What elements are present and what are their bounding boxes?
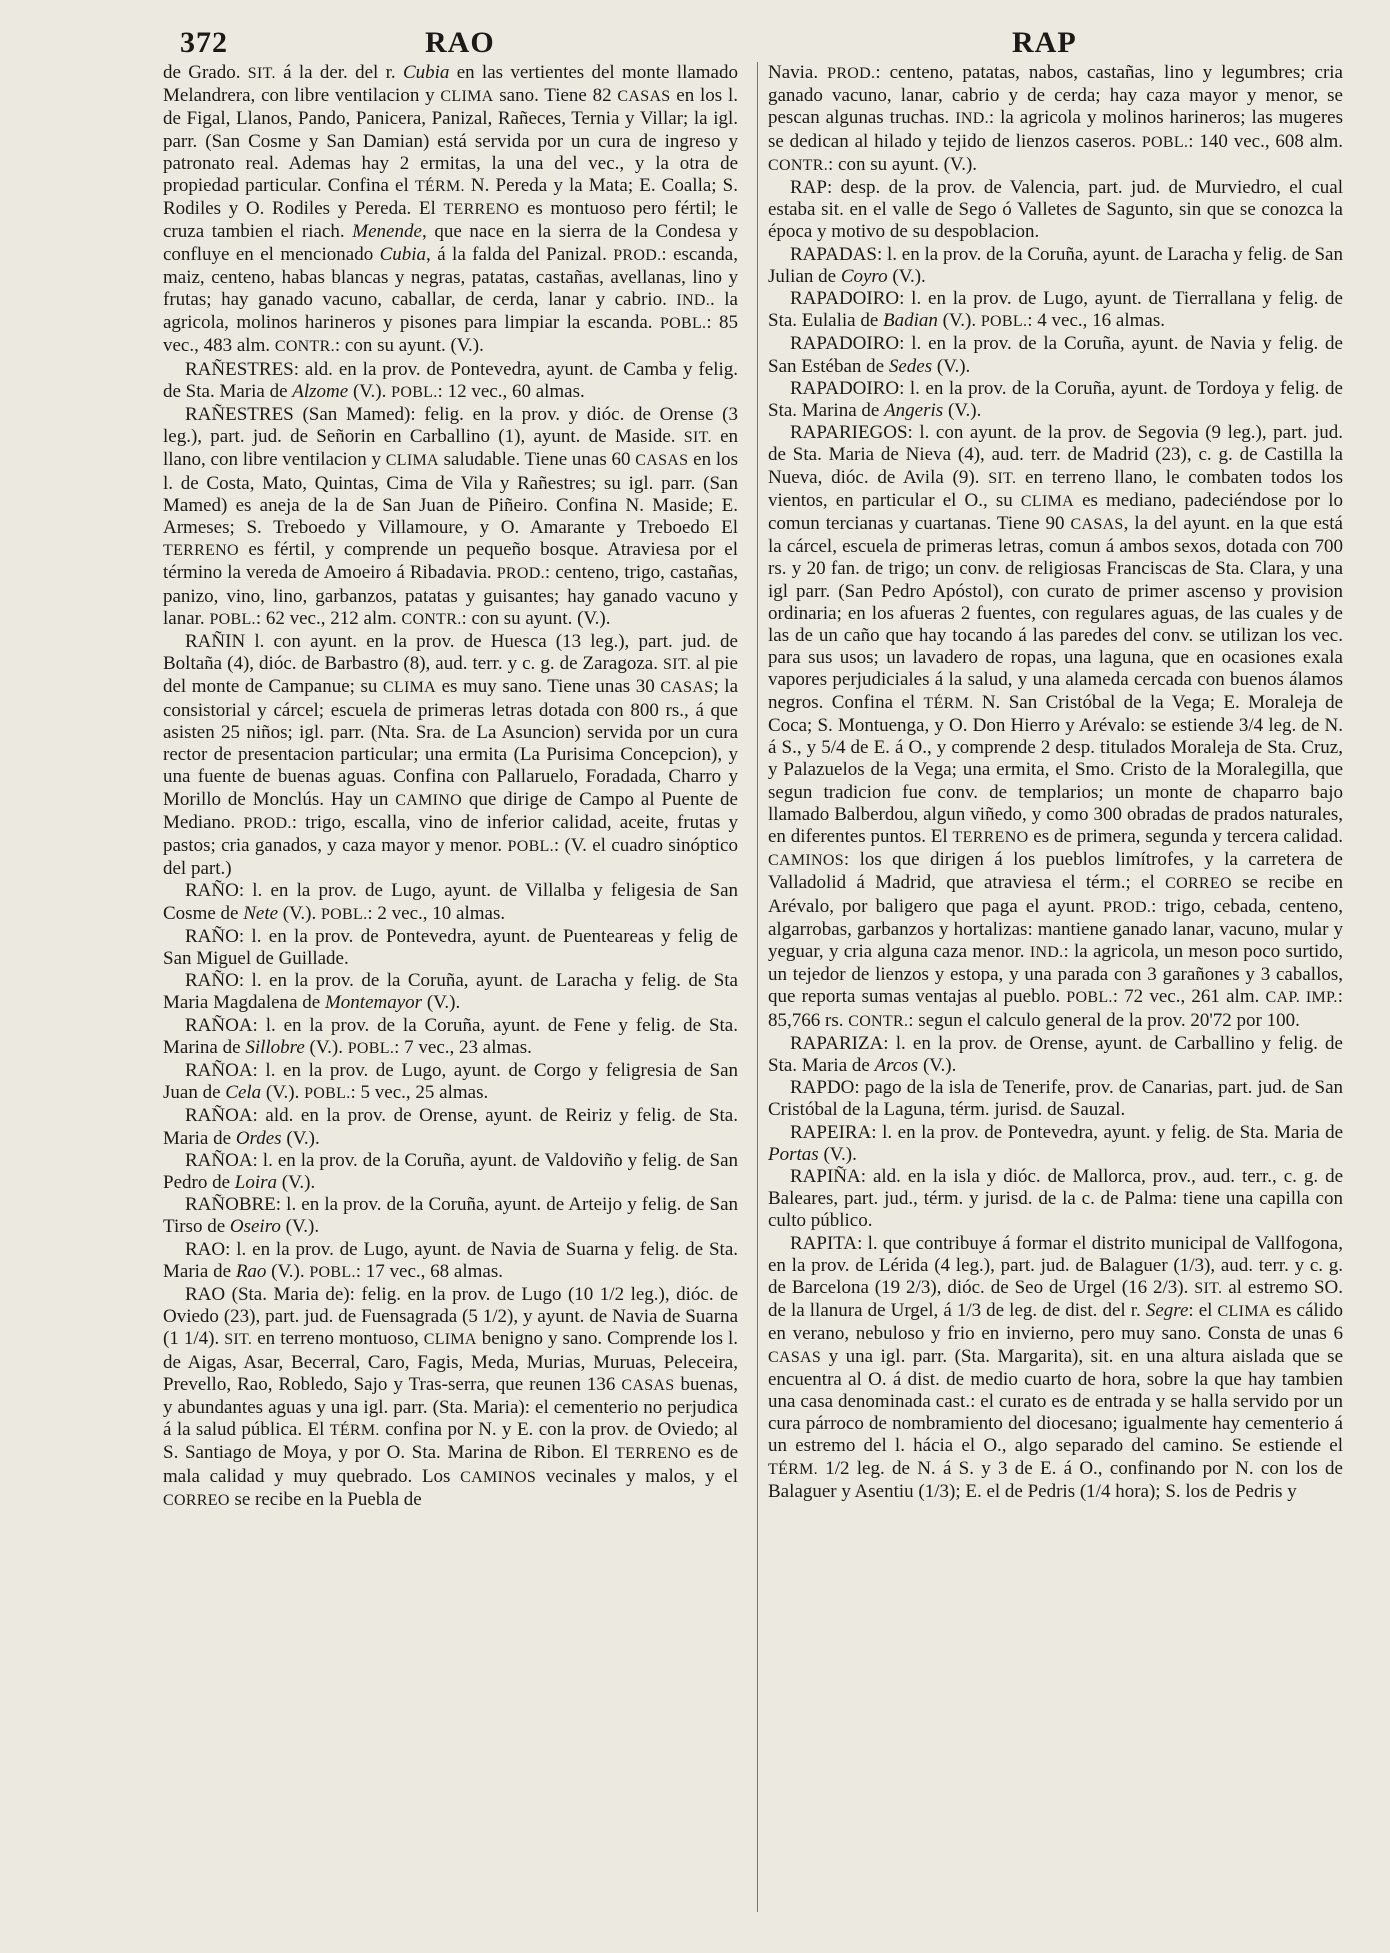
- entry-abbreviation: CONTR.: [401, 610, 462, 628]
- entry-text: es cálido en verano, nebuloso y frio en invierno, pero muy sano. Consta de unas 6: [768, 1300, 1343, 1345]
- dictionary-entry: [768, 1122, 1343, 1166]
- entry-text: RAÑIN l. con ayunt. en la prov. de Huesca (13 leg.), part. jud. de Boltaña (4), dióc. de Barbastro (8), aud. terr. y c. g. de Zaragoza.: [163, 631, 738, 675]
- left-running-head: RAO: [425, 26, 495, 59]
- entry-abbreviation: TÉRM.: [923, 694, 974, 712]
- entry-text: al pie del monte de Campanue; su: [163, 653, 738, 698]
- entry-abbreviation: POBL.: [391, 383, 438, 401]
- dictionary-entry: [163, 1239, 738, 1284]
- entry-text: : 7 vec., 23 almas.: [394, 1036, 532, 1058]
- entry-text: en las vertientes del monte llamado Melandrera, con libre ventilacion y: [163, 62, 738, 107]
- entry-text: Navia.: [768, 62, 828, 83]
- entry-text: (V.).: [887, 265, 926, 287]
- entry-text: RAPARIZA: l. en la prov. de Orense, ayunt. de Carballino y felig. de Sta. Maria de: [768, 1032, 1343, 1076]
- dictionary-entry: [768, 1233, 1343, 1503]
- entry-text: RAPADAS: l. en la prov. de la Coruña, ayunt. de Laracha y felig. de San Julian de: [768, 243, 1343, 287]
- dictionary-entry: [163, 880, 738, 925]
- dictionary-entry: [768, 422, 1343, 1032]
- entry-text: es fértil, y comprende un pequeño bosque. Atraviesa por el término la vereda de Amoeiro á Ribadavia.: [163, 539, 738, 584]
- entry-text: es de mala calidad y muy quebrado. Los: [163, 1442, 738, 1487]
- entry-text: RAPADOIRO: l. en la prov. de Lugo, ayunt. de Tierrallana y felig. de Sta. Eulalia de: [768, 288, 1343, 332]
- entry-text: : 140 vec., 608 alm.: [1188, 130, 1343, 152]
- dictionary-entry: [768, 333, 1343, 377]
- entry-text: (V.).: [280, 1216, 320, 1238]
- entry-text: se recibe en Arévalo, por baligero que paga el ayunt.: [768, 872, 1343, 917]
- entry-text: RAPDO: pago de la isla de Tenerife, prov. de Canarias, part. jud. de San Cristóbal de la Laguna, térm. jurisd. de Sauzal.: [768, 1077, 1343, 1121]
- entry-text: (V.).: [281, 1127, 320, 1149]
- entry-abbreviation: PROD.: [827, 65, 876, 82]
- entry-text: (V.).: [937, 310, 981, 332]
- entry-text: . la agricola, molinos harineros y pisones para limpiar la escanda.: [163, 289, 738, 334]
- entry-text: RAPADOIRO: l. en la prov. de la Coruña, ayunt. de Navia y felig. de San Estéban de: [768, 333, 1343, 377]
- dictionary-entry: [163, 1015, 738, 1060]
- entry-text: (V.).: [818, 1143, 857, 1165]
- dictionary-entry: [768, 1166, 1343, 1233]
- dictionary-entry: [163, 1194, 738, 1238]
- entry-abbreviation: SIT.: [988, 469, 1017, 487]
- entry-text: es mediano, padeciéndose por lo comun tercianas y cuartanas. Tiene 90: [768, 489, 1344, 535]
- entry-text: : con su ayunt. (V.).: [828, 153, 978, 175]
- entry-text: : 85,766 rs.: [768, 986, 1343, 1031]
- entry-abbreviation: POBL.: [347, 1039, 395, 1057]
- entry-text: , que nace en la sierra de la Condesa y confluye en el mencionado: [163, 221, 739, 265]
- entry-text: (V.).: [918, 1054, 957, 1076]
- entry-text: RAP: desp. de la prov. de Valencia, part. jud. de Murviedro, el cual estaba sit. en el valle de Sego ó Valletes de Sagunto, sin que se conozca la época y motivo de su despoblacion.: [768, 177, 1343, 243]
- entry-italic-term: Montemayor: [324, 992, 423, 1014]
- entry-italic-term: Sillobre: [245, 1036, 305, 1058]
- entry-text: en los l. de Figal, Llanos, Pando, Panicera, Panizal, Rañeces, Ternia y Villar; la igl. parr. (San Cosme y San Damian) está servida por un cura de ingreso y patronato real. Ademas hay 2 ermitas, la una del vec., y la otra de propiedad particular. Confina el: [163, 85, 738, 197]
- entry-text: RAÑOA: ald. en la prov. de Orense, ayunt. de Reiriz y felig. de Sta. Maria de: [163, 1105, 738, 1149]
- entry-text: RAÑO: l. en la prov. de Lugo, ayunt. de Villalba y feligesia de San Cosme de: [163, 880, 738, 924]
- entry-abbreviation: CASAS: [660, 679, 714, 697]
- entry-text: RAÑOBRE: l. en la prov. de la Coruña, ayunt. de Arteijo y felig. de San Tirso de: [163, 1194, 738, 1238]
- entry-abbreviation: CASAS: [768, 1348, 822, 1366]
- entry-text: : el: [1188, 1300, 1218, 1322]
- entry-text: que dirige de Campo al Puente de Mediano.: [163, 788, 738, 833]
- entry-text: RAÑO: l. en la prov. de la Coruña, ayunt. de Laracha y felig. de Sta Maria Magdalena de: [163, 970, 738, 1014]
- entry-abbreviation: TÉRM.: [768, 1460, 818, 1478]
- entry-text: N. Pereda y la Mata; E. Coalla; S. Rodiles y O. Rodiles y Pereda. El: [163, 175, 738, 220]
- entry-abbreviation: POBL.: [209, 610, 256, 628]
- entry-text: RAO (Sta. Maria de): felig. en la prov. de Lugo (10 1/2 leg.), dióc. de Oviedo (23), part. jud. de Fuensagrada (5 1/2), y ayunt. de Navia de Suarna (1 1/4).: [163, 1283, 738, 1350]
- entry-abbreviation: TERRENO: [163, 542, 239, 560]
- entry-text: (V.).: [943, 400, 982, 422]
- entry-text: (V.).: [422, 992, 461, 1014]
- entry-text: RAÑOA: l. en la prov. de la Coruña, ayunt. de Valdoviño y felig. de San Pedro de: [163, 1149, 738, 1193]
- entry-italic-term: Cubia: [379, 243, 427, 265]
- entry-italic-term: Oseiro: [229, 1216, 281, 1238]
- dictionary-entry: [768, 62, 1343, 177]
- entry-abbreviation: PROD.: [243, 814, 292, 832]
- entry-italic-term: Badian: [883, 310, 938, 332]
- entry-abbreviation: CORREO: [163, 1491, 230, 1509]
- entry-abbreviation: PROD.: [496, 565, 545, 583]
- dictionary-entry: [163, 404, 738, 631]
- dictionary-entry: [163, 970, 738, 1014]
- entry-text: : con su ayunt. (V.).: [461, 607, 611, 629]
- entry-text: : 62 vec., 212 alm.: [255, 607, 402, 629]
- entry-text: y una igl. parr. (Sta. Margarita), sit. en una altura aislada que se encuentra al O. á dist. de medio cuarto de hora, sobre la que hay tambien una casa denominada cast.: el curato es de entrada y se halla servido por un cura párroco de nombramiento del diocesano; igualmente hay cementerio á un estremo del l. hácia el O., algo separado del camino. Se estiende el: [768, 1345, 1343, 1457]
- entry-text: N. San Cristóbal de la Vega; E. Moraleja de Coca; S. Montuenga, y O. Don Hierro y Arévalo: se estiende 3/4 leg. de N. á S., y 5/4 de E. á O., y comprende 2 desp. titulados Moraleja de Sta. Cruz, y Palazuelos de la Vega; una ermita, el Smo. Cristo de la Moralegilla, que segun tradicion fue conv. de templarios; un monte de chaparro bajo llamado Balberdou, algun viñedo, y como 300 obradas de prados naturales, en diferentes puntos. El: [768, 691, 1343, 847]
- entry-text: : escanda, maiz, centeno, habas blancas y negras, patatas, castañas, avellanas, lino y frutas; hay ganado vacuno, caballar, de cerda, lanar y cabrio.: [163, 243, 738, 311]
- entry-text: es montuoso pero fértil; le cruza tambien el riach.: [163, 198, 738, 243]
- dictionary-entry: [768, 1077, 1343, 1121]
- entry-text: RAÑESTRES: ald. en la prov. de Pontevedra, ayunt. de Camba y felig. de Sta. Maria de: [163, 358, 738, 402]
- dictionary-entry: [768, 177, 1343, 244]
- entry-text: RAPEIRA: l. en la prov. de Pontevedra, ayunt. y felig. de Sta. Maria de: [790, 1121, 1343, 1143]
- dictionary-entry: [163, 62, 738, 359]
- entry-abbreviation: CONTR.: [274, 338, 335, 356]
- entry-abbreviation: CAP. IMP.: [1265, 989, 1338, 1007]
- right-column: [768, 62, 1343, 1503]
- entry-text: al estremo SO. de la llanura de Urgel, á 1/3 de leg. de dist. del r.: [768, 1276, 1343, 1322]
- entry-abbreviation: CAMINO: [395, 791, 462, 809]
- entry-abbreviation: CASAS: [617, 88, 671, 106]
- entry-italic-term: Nete: [243, 902, 279, 924]
- entry-text: (V.).: [278, 902, 321, 924]
- entry-abbreviation: POBL.: [304, 1085, 351, 1103]
- entry-abbreviation: TERRENO: [443, 201, 520, 219]
- entry-abbreviation: CLIMA: [423, 1331, 477, 1349]
- entry-text: (V.).: [348, 380, 392, 402]
- entry-text: RAÑOA: l. en la prov. de la Coruña, ayunt. de Fene y felig. de Sta. Marina de: [163, 1014, 738, 1058]
- entry-text: : con su ayunt. (V.).: [334, 335, 484, 357]
- entry-abbreviation: SIT.: [224, 1331, 253, 1349]
- entry-italic-term: Segre: [1145, 1300, 1189, 1322]
- entry-abbreviation: IND.: [676, 292, 710, 310]
- page-number: 372: [180, 26, 228, 59]
- entry-italic-term: Cela: [225, 1082, 262, 1104]
- entry-text: buenas, y abundantes aguas y una igl. parr. (Sta. Maria): el cementerio no perjudica á la salud pública. El: [163, 1373, 738, 1441]
- entry-abbreviation: CAMINOS: [460, 1468, 537, 1486]
- entry-text: de Grado.: [163, 62, 248, 83]
- entry-abbreviation: CASAS: [1070, 516, 1124, 534]
- entry-abbreviation: SIT.: [683, 429, 712, 447]
- entry-text: es de primera, segunda y tercera calidad.: [1028, 825, 1343, 847]
- entry-text: ; la consistorial y cárcel; escuela de primeras letras dotada con 800 rs., á que asisten 25 niños; igl. parr. (Nta. Sra. de La Asuncion) servida por un cura rector de presentacion particular; una ermita (La Purisima Concepcion), y una fuente de buenas aguas. Confina con Pallaruelo, Foradada, Charro y Morillo de Monclús. Hay un: [163, 676, 739, 810]
- entry-text: : 72 vec., 261 alm.: [1112, 986, 1266, 1008]
- entry-text: : 5 vec., 25 almas.: [350, 1082, 489, 1104]
- entry-abbreviation: POBL.: [320, 905, 368, 923]
- entry-abbreviation: POBL.: [1066, 989, 1113, 1007]
- dictionary-entry: [163, 1284, 738, 1512]
- entry-text: (V.).: [266, 1260, 310, 1282]
- entry-text: confina por N. y E. con la prov. de Oviedo; al S. Santiago de Moya, y por O. Sta. Marina de Ribon. El: [163, 1419, 738, 1464]
- dictionary-entry: [163, 926, 738, 970]
- entry-abbreviation: CONTR.: [768, 156, 829, 174]
- entry-abbreviation: SIT.: [247, 65, 276, 82]
- entry-abbreviation: SIT.: [1194, 1279, 1223, 1297]
- dictionary-entry: [768, 244, 1343, 288]
- entry-abbreviation: POBL.: [980, 313, 1028, 331]
- entry-text: es muy sano. Tiene unas 30: [436, 676, 661, 698]
- entry-abbreviation: CASAS: [635, 452, 689, 470]
- entry-abbreviation: CAMINOS: [768, 852, 844, 870]
- entry-text: : segun el calculo general de la prov. 20'72 por 100.: [908, 1009, 1300, 1031]
- entry-text: sano. Tiene 82: [493, 85, 618, 107]
- entry-italic-term: Arcos: [874, 1054, 919, 1076]
- entry-text: en terreno llano, le combaten todos los vientos, en particular el O., su: [768, 466, 1344, 511]
- entry-text: en los l. de Costa, Mato, Quintas, Cima de Vila y Rañestres; su igl. parr. (San Mamed) es aneja de la de San Juan de Piñeiro. Confina N. Maside; E. Armeses; S. Treboedo y Villamoure, y O. Amarante y Treboedo El: [163, 449, 739, 539]
- dictionary-entry: [163, 631, 738, 880]
- entry-italic-term: Loira: [234, 1171, 278, 1193]
- entry-text: : la agricola y molinos harineros; las mugeres se dedican al hilado y tejido de lienzos caseros.: [768, 107, 1343, 152]
- entry-abbreviation: CLIMA: [385, 452, 439, 470]
- entry-text: benigno y sano. Comprende los l. de Aigas, Asar, Becerral, Caro, Fagis, Meda, Murias, Muruas, Peleceira, Prevello, Rao, Robledo, Sajo y Tras-serra, que reunen 136: [163, 1328, 739, 1395]
- entry-text: : trigo, escalla, vino de inferior calidad, aceite, frutas y pastos; cria ganados, y caza mayor y menor.: [163, 811, 738, 856]
- entry-abbreviation: CORREO: [1165, 875, 1232, 893]
- column-divider: [757, 62, 758, 1912]
- entry-text: á la der. del r.: [275, 62, 403, 83]
- entry-abbreviation: TERRENO: [615, 1445, 691, 1463]
- entry-text: (V.).: [304, 1036, 348, 1058]
- entry-text: RAPADOIRO: l. en la prov. de la Coruña, ayunt. de Tordoya y felig. de Sta. Marina de: [768, 377, 1343, 422]
- entry-text: : 4 vec., 16 almas.: [1027, 310, 1165, 332]
- entry-text: RAPITA: l. que contribuye á formar el distrito municipal de Vallfogona, en la prov. de Lérida (4 leg.), part. jud. de Balaguer (1/3), aud. terr. y c. g. de Barcelona (19 2/3), dióc. de Seo de Urgel (16 2/3).: [768, 1232, 1343, 1298]
- entry-text: se recibe en la Puebla de: [229, 1488, 422, 1510]
- entry-text: vecinales y malos, y el: [536, 1465, 738, 1487]
- entry-abbreviation: TERRENO: [952, 828, 1029, 846]
- entry-text: : (V. el cuadro sinóptico del part.): [163, 834, 738, 880]
- entry-text: saludable. Tiene unas 60: [438, 449, 636, 471]
- entry-abbreviation: PROD.: [1102, 898, 1152, 916]
- entry-text: (V.).: [932, 355, 971, 377]
- entry-abbreviation: CLIMA: [382, 679, 437, 697]
- entry-italic-term: Sedes: [888, 355, 933, 377]
- dictionary-entry: [163, 1150, 738, 1194]
- entry-abbreviation: SIT.: [663, 656, 692, 674]
- entry-text: RAÑESTRES (San Mamed): felig. en la prov. y dióc. de Orense (3 leg.), part. jud. de Señorin en Carballino (1), ayunt. de Maside.: [163, 404, 738, 448]
- entry-italic-term: Ordes: [235, 1127, 282, 1149]
- entry-abbreviation: CASAS: [621, 1376, 675, 1394]
- entry-text: RAÑOA: l. en la prov. de Lugo, ayunt. de Corgo y feligresia de San Juan de: [163, 1059, 738, 1104]
- entry-abbreviation: CONTR.: [848, 1012, 909, 1030]
- entry-text: RAPARIEGOS: l. con ayunt. de la prov. de Segovia (9 leg.), part. jud. de Sta. Maria de Nieva (4), aud. terr. de Madrid (23), c. g. de Castilla la Nueva, dióc. de Avila (9).: [768, 422, 1343, 488]
- entry-text: : centeno, trigo, castañas, panizo, vino, lino, garbanzos, patatas y guisantes; hay ganado vacuno y lanar.: [163, 562, 738, 629]
- entry-text: : trigo, cebada, centeno, algarrobas, garbanzos y hortalizas: mantiene ganado lanar, vacuno, mular y yeguar, y cria alguna caza menor.: [768, 895, 1343, 962]
- entry-italic-term: Alzome: [292, 380, 349, 402]
- entry-abbreviation: POBL.: [1141, 133, 1189, 151]
- entry-italic-term: Cubia: [402, 62, 450, 83]
- entry-abbreviation: TÉRM.: [329, 1422, 380, 1440]
- entry-text: : 12 vec., 60 almas.: [437, 380, 585, 402]
- dictionary-entry: [163, 1060, 738, 1105]
- entry-text: : los que dirigen á los pueblos limítrofes, y la carretera de Valladolid á Madrid, que atraviesa el térm.; el: [768, 849, 1343, 894]
- entry-abbreviation: PROD.: [613, 246, 662, 264]
- dictionary-entry: [163, 359, 738, 404]
- entry-abbreviation: IND.: [955, 110, 989, 128]
- dictionary-entry: [768, 378, 1343, 422]
- entry-text: : 2 vec., 10 almas.: [367, 902, 506, 924]
- entry-abbreviation: IND.: [1029, 943, 1064, 961]
- entry-text: : centeno, patatas, nabos, castañas, lino y legumbres; cria ganado vacuno, lanar, cabrio y de cerda; hay caza mayor y menor, se pescan algunas truchas.: [768, 62, 1343, 129]
- left-column: [163, 62, 738, 1512]
- entry-italic-term: Menende: [352, 221, 422, 243]
- right-running-head: RAP: [1012, 26, 1077, 59]
- entry-text: : 85 vec., 483 alm.: [163, 312, 739, 357]
- entry-abbreviation: TÉRM.: [414, 178, 465, 196]
- dictionary-entry: [768, 1033, 1343, 1077]
- entry-text: 1/2 leg. de N. á S. y 3 de E. á O., confinando por N. con los de Balaguer y Asentiu (1/3); E. el de Pedris (1/4 hora); S. los de Pedris y: [768, 1457, 1343, 1502]
- entry-text: RAO: l. en la prov. de Lugo, ayunt. de Navia de Suarna y felig. de Sta. Maria de: [163, 1238, 738, 1282]
- entry-text: en llano, con libre ventilacion y: [163, 426, 738, 471]
- entry-text: (V.).: [277, 1171, 316, 1193]
- dictionary-entry: [768, 288, 1343, 333]
- entry-text: RAÑO: l. en la prov. de Pontevedra, ayunt. de Puenteareas y felig de San Miguel de Guillade.: [163, 925, 738, 969]
- entry-abbreviation: POBL.: [659, 315, 707, 333]
- entry-abbreviation: POBL.: [309, 1263, 356, 1281]
- entry-italic-term: Rao: [235, 1260, 267, 1282]
- entry-italic-term: Portas: [768, 1143, 819, 1165]
- entry-text: , la del ayunt. en la que está la cárcel, escuela de primeras letras, comun á ambos sexos, dotada con 700 rs. y 20 fan. de trigo; un conv. de religiosas Franciscas de Sta. Clara, y una igl parr. (San Pedro Apóstol), con curato de primer ascenso y provision ordinaria; en los afueras 2 fuentes, con regulares aguas, de las cuales y de las de un caño que hay tocando á las paredes del conv. se utilizan los vec. para sus usos; un lavadero de ropas, una laguna, que en ocasiones exala vapores perjudiciales á la salud, y una alameda cercada con buenos álamos negros. Confina el: [768, 513, 1343, 713]
- entry-italic-term: Angeris: [884, 400, 944, 422]
- entry-abbreviation: POBL.: [507, 837, 554, 855]
- entry-text: , á la falda del Panizal.: [426, 243, 614, 265]
- dictionary-entry: [163, 1105, 738, 1149]
- entry-text: RAPIÑA: ald. en la isla y dióc. de Mallorca, prov., aud. terr., c. g. de Baleares, part. jud., térm. y jurisd. de la c. de Palma: tiene una capilla con culto público.: [768, 1165, 1343, 1232]
- entry-text: (V.).: [261, 1082, 305, 1104]
- entry-abbreviation: CLIMA: [440, 88, 494, 106]
- entry-text: : la agricola, un meson poco surtido, un tejedor de lienzos y estopa, y una parada con 3 garañones y 3 caballos, que reporta sumas ventajas al pueblo.: [768, 940, 1343, 1008]
- entry-italic-term: Coyro: [840, 265, 888, 287]
- entry-abbreviation: CLIMA: [1020, 492, 1074, 510]
- entry-text: : 17 vec., 68 almas.: [355, 1260, 503, 1282]
- entry-abbreviation: CLIMA: [1217, 1303, 1271, 1321]
- entry-text: en terreno montuoso,: [252, 1328, 424, 1350]
